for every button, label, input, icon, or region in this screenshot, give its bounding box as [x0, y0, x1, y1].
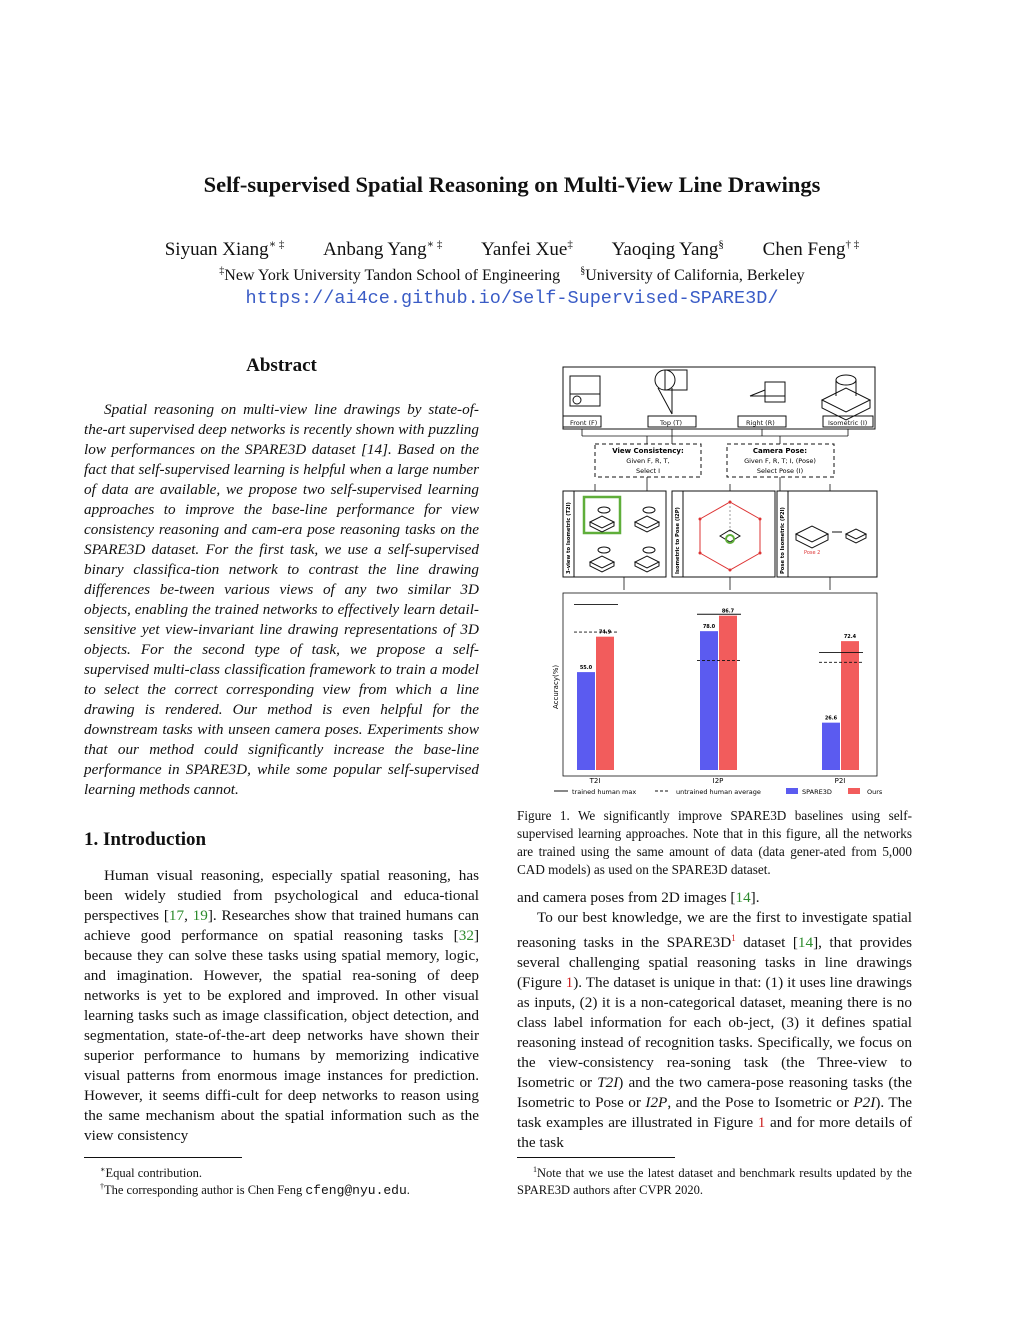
- footnote-ref[interactable]: 1: [731, 933, 736, 943]
- bar-spare3d-i2p: [700, 631, 718, 770]
- intro-paragraph-right: and camera poses from 2D images [14]. To our best knowledge, we are the first to investigate spatial reasoning tasks in the SPARE3D$^1$ dataset [14], that provides several challenging spatial reasoning tasks in line drawings (Figure 1). The dataset is unique in that: (1) it uses line drawings as inputs, (2) it is a non-categorical dataset, meaning there is no class label information for each ob-ject, (3) it defines spatial reasoning instead of recognition tasks. Specifically, we focus on the view-consistency rea-soning task (the Three-view to Isometric or T2I) and the two camera-pose reasoning tasks (the Isometric to Pose or I2P, and the Pose to Isometric or P2I). The task examples are illustrated in Figure 1 and for more details of the task: [517, 889, 912, 1152]
- figure-ref-link[interactable]: 1: [565, 974, 574, 992]
- task-panels: [563, 491, 877, 577]
- author: Siyuan Xiang∗ ‡: [164, 239, 285, 261]
- author: Yanfei Xue‡: [481, 239, 573, 261]
- footnote-divider: [84, 1157, 242, 1158]
- camera-pose-title: Camera Pose:: [752, 447, 808, 455]
- bar-ours-t2i: [596, 637, 614, 770]
- bar-spare3d-t2i: [577, 672, 595, 770]
- bar-data-labels: [580, 609, 857, 722]
- human-reference-lines: [574, 604, 863, 662]
- footnote-equal: ∗Equal contribution.: [100, 1165, 202, 1181]
- legend-label: SPARE3D: [802, 788, 832, 796]
- panel-label: Isometric to Pose (I2P): [675, 507, 681, 574]
- bar-spare3d-p2i: [822, 723, 840, 770]
- isometric-view-drawing: [822, 375, 870, 420]
- right-view-drawing: [765, 382, 785, 402]
- bar-data-label: 26.6: [824, 715, 838, 722]
- citation-link[interactable]: 32: [458, 927, 474, 944]
- bar-series-group: [577, 616, 859, 770]
- x-tick-label: I2P: [712, 777, 724, 785]
- view-consistency-title: View Consistency:: [612, 447, 684, 455]
- pose-label: Pose 2: [804, 550, 821, 556]
- bar-data-label: 72.4: [843, 634, 857, 641]
- camera-pose-line: Given F, R, T; I, (Pose): [744, 457, 816, 465]
- paper-title: Self-supervised Spatial Reasoning on Multi-View Line Drawings: [203, 172, 821, 197]
- view-label: Right (R): [746, 419, 775, 427]
- x-tick-label: T2I: [589, 777, 601, 785]
- footnote-1: $^1$Note that we use the latest dataset and benchmark results updated by the SPARE3D authors after CVPR 2020.: [517, 1165, 912, 1198]
- intro-paragraph-left: Human visual reasoning, especially spatial reasoning, has been widely studied from psychological and educa-tional perspectives [17, 19]. Researches show that trained humans can achieve good performance on spatial reasoning tasks [32] because they can solve these tasks using spatial memory, logic, and imagination. However, the spatial rea-soning of deep networks is yet to be explored and improved. In other visual learning tasks such as image classification, object detection, and segmentation, state-of-the-art deep networks have shown their superior performance to humans by memorizing indicative visual patterns from enormous image instances for prediction. However, it seems diffi-cult for deep networks to reason using the same mechanism about the spatial information such as the view consistency: [84, 867, 480, 1144]
- section-heading-introduction: 1. Introduction: [84, 829, 207, 850]
- project-url-link[interactable]: https://ai4ce.github.io/Self-Supervised-SPARE3D/: [245, 288, 779, 309]
- citation-link[interactable]: 19: [192, 907, 208, 924]
- isometric-thumbnail: [590, 556, 614, 572]
- view-label: Front (F): [570, 419, 598, 427]
- citation-link[interactable]: 14: [735, 889, 751, 906]
- author: Chen Feng† ‡: [762, 239, 860, 261]
- author-list: [0, 238, 1024, 261]
- camera-pose-line: Select Pose (I): [756, 467, 804, 475]
- x-tick-labels: [589, 777, 846, 785]
- legend-swatch-ours: [848, 788, 860, 794]
- panel-label: 3-view to Isometric (T2I): [566, 502, 572, 574]
- y-axis-label: Accuracy(%): [552, 664, 560, 709]
- isometric-thumbnail: [635, 516, 659, 532]
- footnote-corresponding: †The corresponding author is Chen Feng cfeng@nyu.edu.: [100, 1182, 410, 1199]
- panel-label: Pose to Isometric (P2I): [780, 507, 786, 574]
- abstract-heading: Abstract: [246, 355, 317, 376]
- legend-label: untrained human average: [676, 788, 761, 796]
- isometric-thumbnail: [635, 556, 659, 572]
- bar-data-label: 74.9: [598, 629, 612, 636]
- abstract-text: Spatial reasoning on multi-view line drawings by state-of-the-art supervised deep networks is recently shown with puzzling low performances on the SPARE3D dataset [14]. Based on the fact that self-supervised learning is helpful when a large number of data are available, we propose two self-supervised learning approaches to improve the base-line performance for view consistency reasoning and cam-era pose reasoning tasks on the SPARE3D dataset. For the first task, we use a self-supervised binary classifica-tion network to contrast the line drawing differences be-tween various views of any two similar 3D objects, enabling the trained networks to effectively learn detail-sensitive yet view-invariant line drawing representations of 3D objects. For the second type of task, we propose a self-supervised multi-class classification framework to train a model to select the correct corresponding view from which a line drawing is rendered. Our method is even helpful for the downstream tasks with unseen camera poses. Experiments show that our method could significantly increase the base-line performance in SPARE3D, while some popular self-supervised learning methods cannot.: [84, 401, 479, 798]
- affiliations: [0, 266, 1024, 285]
- author: Anbang Yang∗ ‡: [323, 239, 443, 261]
- isometric-thumbnail: [590, 516, 614, 532]
- author: Yaoqing Yang§: [611, 239, 724, 261]
- figure-ref-link[interactable]: 1: [757, 1114, 766, 1132]
- email-link[interactable]: cfeng@nyu.edu: [305, 1183, 407, 1199]
- legend-label: Ours: [867, 788, 883, 796]
- figure-svg: [552, 364, 890, 800]
- affiliation: ‡New York University Tandon School of Engineering: [219, 266, 561, 285]
- citation-link[interactable]: 17: [168, 907, 185, 924]
- bar-ours-i2p: [719, 616, 737, 770]
- figure-caption: Figure 1. We significantly improve SPARE3D baselines using self-supervised learning approaches. Note that in this figure, all the networks are trained using the same amount of data (data gener-ated from 5,000 CAD models) as used on the SPARE3D dataset.: [517, 808, 912, 877]
- bar-data-label: 78.0: [702, 624, 716, 631]
- view-consistency-line: Given F, R, T,: [626, 457, 670, 465]
- figure-1: [552, 364, 890, 800]
- view-label: Isometric (I): [828, 419, 868, 427]
- chart-connectors: [624, 577, 830, 590]
- citation-link[interactable]: 14: [797, 934, 814, 952]
- view-consistency-line: Select I: [635, 467, 661, 475]
- legend-label: trained human max: [572, 788, 637, 796]
- view-label: Top (T): [660, 419, 683, 427]
- footnote-divider: [517, 1157, 675, 1158]
- legend-swatch-spare3d: [786, 788, 798, 794]
- bar-data-label: 86.7: [721, 608, 735, 615]
- bar-data-label: 55.0: [579, 665, 593, 672]
- affiliation: §University of California, Berkeley: [580, 266, 805, 285]
- front-view-drawing: [570, 376, 600, 406]
- x-tick-label: P2I: [834, 777, 846, 785]
- chart-legend: [554, 788, 883, 796]
- bar-ours-p2i: [841, 641, 859, 770]
